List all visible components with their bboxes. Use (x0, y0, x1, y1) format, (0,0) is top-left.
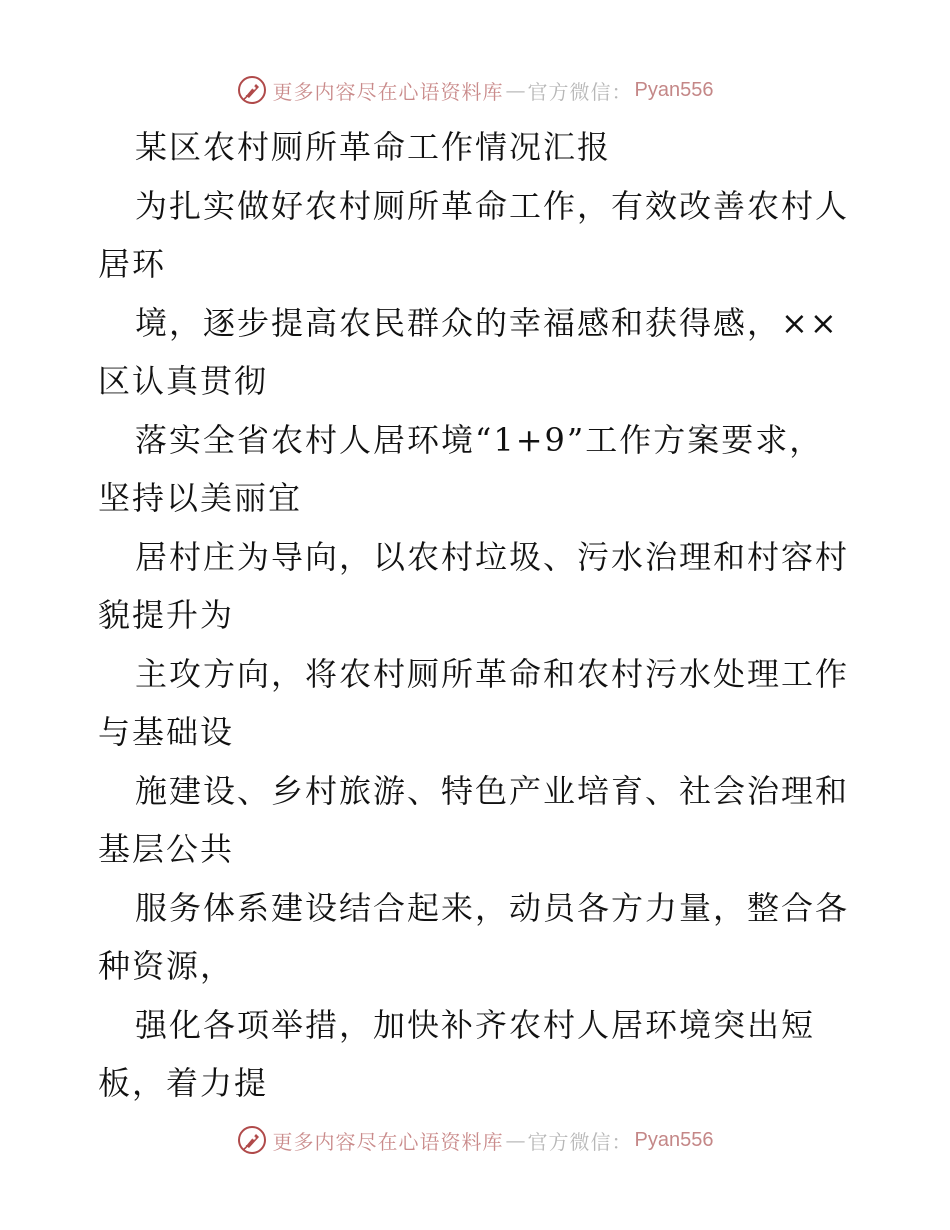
pen-nib-logo-icon (237, 1125, 267, 1155)
paragraph-line: 落实全省农村人居环境“1+9”工作方案要求， (135, 420, 824, 459)
banner-dash: — (505, 78, 526, 102)
wechat-label: 官方微信： (527, 79, 633, 104)
document-body (98, 118, 858, 1113)
paragraph-line: 施建设、乡村旅游、特色产业培育、社会治理和 (135, 771, 850, 810)
banner-dash: — (505, 1128, 526, 1152)
document-title: 某区农村厕所革命工作情况汇报 (135, 128, 612, 166)
paragraph-line: 区认真贯彻 (98, 362, 269, 400)
paragraph-line: 居环 (98, 245, 167, 283)
paragraph-line: 居村庄为导向，以农村垃圾、污水治理和村容村 (135, 537, 850, 576)
paragraph-line: 坚持以美丽宜 (98, 479, 303, 517)
header-watermark-banner (0, 70, 950, 110)
site-name-text: 更多内容尽在心语资料库 (272, 1129, 504, 1154)
paragraph-line: 貌提升为 (98, 596, 235, 634)
site-name-text: 更多内容尽在心语资料库 (272, 79, 504, 104)
pen-nib-logo-icon (237, 75, 267, 105)
paragraph-line: 板，着力提 (98, 1064, 269, 1102)
paragraph-line: 为扎实做好农村厕所革命工作，有效改善农村人 (135, 186, 850, 225)
paragraph-line: 境，逐步提高农民群众的幸福感和获得感，×× (135, 303, 839, 342)
wechat-id: Pyan556 (634, 1128, 714, 1151)
paragraph-line: 服务体系建设结合起来，动员各方力量，整合各 (135, 888, 850, 927)
wechat-id: Pyan556 (634, 78, 714, 101)
footer-watermark-banner (0, 1120, 950, 1160)
paragraph-line: 基层公共 (98, 830, 235, 868)
wechat-label: 官方微信： (527, 1129, 633, 1154)
paragraph-line: 强化各项举措，加快补齐农村人居环境突出短 (135, 1005, 816, 1044)
paragraph-line: 主攻方向，将农村厕所革命和农村污水处理工作 (135, 654, 850, 693)
paragraph-line: 种资源， (98, 947, 235, 985)
paragraph-line: 与基础设 (98, 713, 235, 751)
